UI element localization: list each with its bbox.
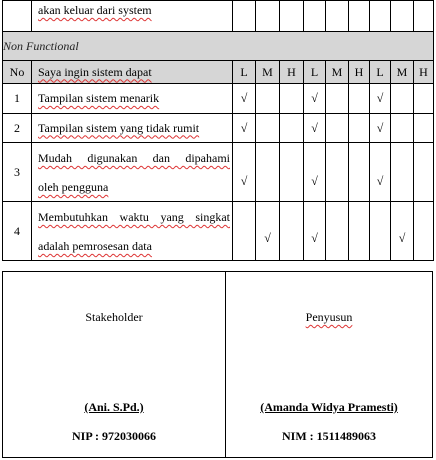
header-row: [3, 61, 434, 84]
mark-cell: [391, 84, 414, 114]
row-label-line1: Membutuhkan waktu yang singkat: [38, 210, 230, 224]
row-label-line2: adalah pemrosesan data: [38, 239, 152, 253]
mark-cell: √: [391, 202, 414, 261]
author-role: Penyusun: [305, 310, 353, 324]
mark-cell: [349, 202, 370, 261]
row-number: 3: [3, 143, 32, 202]
stakeholder-role: Stakeholder: [85, 310, 143, 324]
mark-cell: [256, 143, 280, 202]
mark-cell: √: [304, 84, 326, 114]
header-statement: Saya ingin sistem dapat: [38, 64, 152, 79]
stakeholder-id: NIP : 972030066: [72, 429, 156, 443]
mark-cell: √: [233, 114, 256, 143]
mark-cell: [414, 84, 434, 114]
mark-cell: [391, 114, 414, 143]
header-h-1: H: [280, 61, 304, 84]
table-row: [3, 84, 434, 114]
mark-cell: [326, 84, 349, 114]
mark-cell: √: [233, 84, 256, 114]
row-label: Tampilan sistem yang tidak rumit: [38, 120, 200, 135]
mark-cell: [391, 143, 414, 202]
header-h-2: H: [349, 61, 370, 84]
section-row: [3, 32, 434, 61]
signature-block: [2, 271, 433, 458]
signature-stakeholder: [3, 272, 225, 457]
row-number: 2: [3, 114, 32, 143]
mark-cell: [280, 84, 304, 114]
author-name: (Amanda Widya Pramesti): [260, 400, 398, 414]
mark-cell: [280, 143, 304, 202]
header-m-2: M: [326, 61, 349, 84]
row-label-line2: oleh pengguna: [38, 180, 109, 194]
section-label: Non Functional: [3, 32, 434, 61]
mark-cell: [256, 84, 280, 114]
row-label-line1: Mudah digunakan dan dipahami: [38, 151, 230, 165]
mark-cell: [233, 202, 256, 261]
mark-cell: √: [233, 143, 256, 202]
header-h-3: H: [414, 61, 434, 84]
mark-cell: [414, 202, 434, 261]
header-no: No: [3, 61, 32, 84]
mark-cell: [349, 84, 370, 114]
author-id: NIM : 1511489063: [282, 429, 376, 443]
mark-cell: [256, 114, 280, 143]
requirements-table: [2, 0, 434, 261]
mark-cell: √: [304, 143, 326, 202]
header-l-3: L: [370, 61, 391, 84]
mark-cell: √: [370, 143, 391, 202]
mark-cell: [280, 202, 304, 261]
top-row-label: akan keluar dari system: [38, 3, 152, 17]
mark-cell: [349, 114, 370, 143]
table-row: [3, 202, 434, 261]
mark-cell: [370, 202, 391, 261]
mark-cell: [414, 114, 434, 143]
table-row-top: [3, 1, 434, 32]
signature-author: [226, 272, 432, 457]
row-number: 1: [3, 84, 32, 114]
mark-cell: √: [304, 114, 326, 143]
table-row: [3, 143, 434, 202]
mark-cell: [326, 143, 349, 202]
row-number: 4: [3, 202, 32, 261]
mark-cell: [280, 114, 304, 143]
header-m-1: M: [256, 61, 280, 84]
header-l-2: L: [304, 61, 326, 84]
stakeholder-name: (Ani. S.Pd.): [84, 400, 144, 414]
mark-cell: √: [370, 84, 391, 114]
mark-cell: [326, 114, 349, 143]
header-l-1: L: [233, 61, 256, 84]
table-row: [3, 114, 434, 143]
mark-cell: √: [370, 114, 391, 143]
header-m-3: M: [391, 61, 414, 84]
mark-cell: [349, 143, 370, 202]
mark-cell: [414, 143, 434, 202]
row-label: Tampilan sistem menarik: [38, 91, 160, 105]
mark-cell: √: [304, 202, 326, 261]
mark-cell: √: [256, 202, 280, 261]
mark-cell: [326, 202, 349, 261]
